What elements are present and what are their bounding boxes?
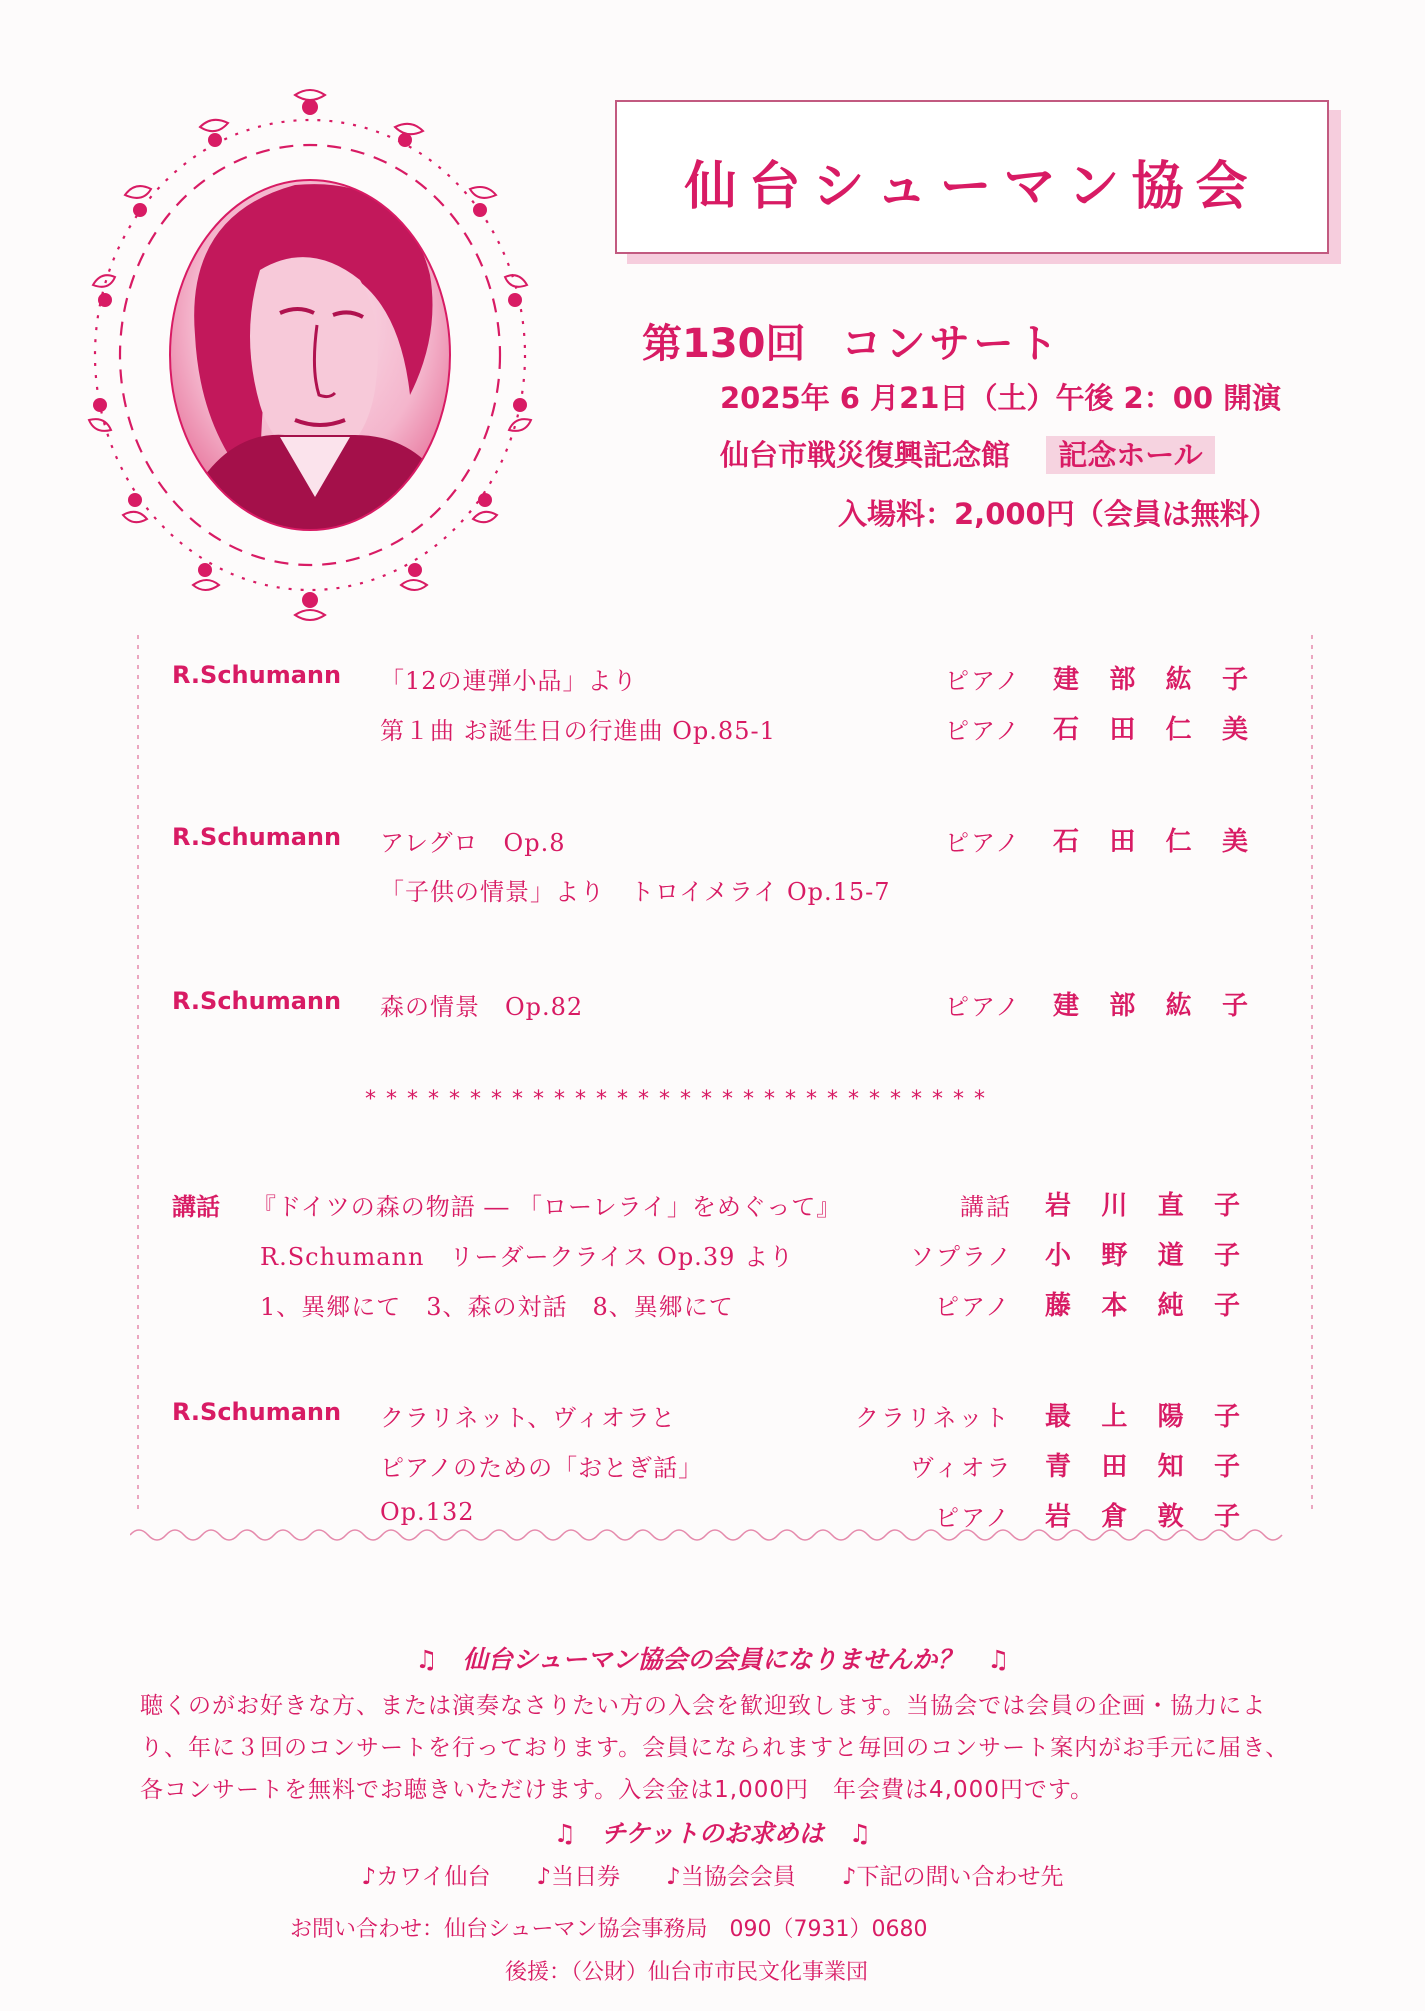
composer-label: R.Schumann — [172, 823, 342, 851]
concert-label: コンサート — [841, 321, 1062, 367]
hall-name: 記念ホール — [1046, 436, 1214, 474]
instrument-label: 講話 — [960, 1193, 1012, 1221]
page-title: 仙台シューマン協会 — [684, 157, 1260, 217]
concert-date: 2025年 6 月21日（土）午後 2：00 開演 — [720, 381, 1282, 415]
work-title: 「12の連弾小品」より — [380, 667, 638, 695]
performer-name: 藤 本 純 子 — [1045, 1291, 1240, 1321]
work-title: クラリネット、ヴィオラと — [380, 1404, 676, 1432]
work-subtitle: 1、異郷にて 3、森の対話 8、異郷にて — [260, 1293, 734, 1321]
ticket-options — [0, 1858, 1425, 1891]
work-subtitle: 「子供の情景」より トロイメライ Op.15-7 — [380, 878, 891, 906]
performer-name: 建 部 紘 子 — [1053, 991, 1248, 1021]
portrait-wreath — [55, 85, 580, 630]
work-title: アレグロ Op.8 — [380, 829, 566, 857]
ticket-option: ♪カワイ仙台 — [361, 1864, 491, 1890]
instrument-label: ピアノ — [945, 993, 1022, 1021]
sponsor-info: 後援：（公財）仙台市市民文化事業団 — [505, 1960, 869, 1985]
schumann-portrait-icon — [55, 85, 580, 630]
ticket-heading: ♫ チケットのお求めは ♫ — [553, 1819, 872, 1848]
performer-name: 青 田 知 子 — [1045, 1452, 1240, 1482]
performer-name: 岩 川 直 子 — [1045, 1191, 1240, 1221]
work-title: 森の情景 Op.82 — [380, 993, 584, 1021]
ticket-option: ♪当日券 — [536, 1864, 621, 1890]
instrument-label: ピアノ — [945, 717, 1022, 745]
venue-name: 仙台市戦災復興記念館 — [720, 438, 1011, 472]
performer-name: 石 田 仁 美 — [1053, 827, 1248, 857]
concert-number: 第130回 — [642, 321, 806, 367]
membership-text: 聴くのがお好きな方、または演奏なさりたい方の入会を歓迎致します。当協会では会員の企画・協力により、年に３回のコンサートを行っております。会員になられますと毎回のコンサート案内がお手元に届き、各コンサートを無料でお聴きいただけます。入会金は1,000円 年会費は4,000円です。 — [140, 1693, 1290, 1803]
instrument-label: クラリネット — [855, 1404, 1011, 1432]
instrument-label: ピアノ — [945, 667, 1022, 695]
star-separator: ****************************** — [365, 1087, 995, 1112]
instrument-label: ピアノ — [935, 1293, 1012, 1321]
concert-heading — [642, 312, 1062, 369]
work-subtitle: ピアノのための「おとぎ話」 — [380, 1454, 704, 1482]
ticket-option: ♪下記の問い合わせ先 — [841, 1864, 1064, 1890]
work-opus: Op.132 — [380, 1498, 475, 1526]
composer-label: R.Schumann — [172, 1398, 342, 1426]
performer-name: 最 上 陽 子 — [1045, 1402, 1240, 1432]
composer-label: R.Schumann — [172, 987, 342, 1015]
work-subtitle: 第１曲 お誕生日の行進曲 Op.85-1 — [380, 717, 776, 745]
membership-heading: ♫ 仙台シューマン協会の会員になりませんか？ ♫ — [415, 1645, 1010, 1674]
title-box — [615, 100, 1329, 254]
performer-name: 石 田 仁 美 — [1053, 715, 1248, 745]
admission-fee: 入場料：2,000円（会員は無料） — [838, 497, 1278, 531]
program-frame — [130, 635, 1322, 1550]
venue-line — [720, 433, 1215, 474]
composer-label: R.Schumann — [172, 661, 342, 689]
performer-name: 建 部 紘 子 — [1053, 665, 1248, 695]
contact-info: お問い合わせ：仙台シューマン協会事務局 090（7931）0680 — [290, 1917, 928, 1942]
performer-name: 小 野 道 子 — [1045, 1241, 1240, 1271]
ticket-option: ♪当協会会員 — [666, 1864, 796, 1890]
lecture-label: 講話 — [172, 1193, 220, 1221]
lecture-title: 『ドイツの森の物語 ― 「ローレライ」をめぐって』 — [252, 1193, 842, 1221]
instrument-label: ソプラノ — [910, 1243, 1014, 1271]
instrument-label: ヴィオラ — [910, 1454, 1013, 1482]
instrument-label: ピアノ — [935, 1504, 1012, 1532]
instrument-label: ピアノ — [945, 829, 1022, 857]
work-title: R.Schumann リーダークライス Op.39 より — [260, 1243, 794, 1271]
performer-name: 岩 倉 敦 子 — [1045, 1502, 1240, 1532]
